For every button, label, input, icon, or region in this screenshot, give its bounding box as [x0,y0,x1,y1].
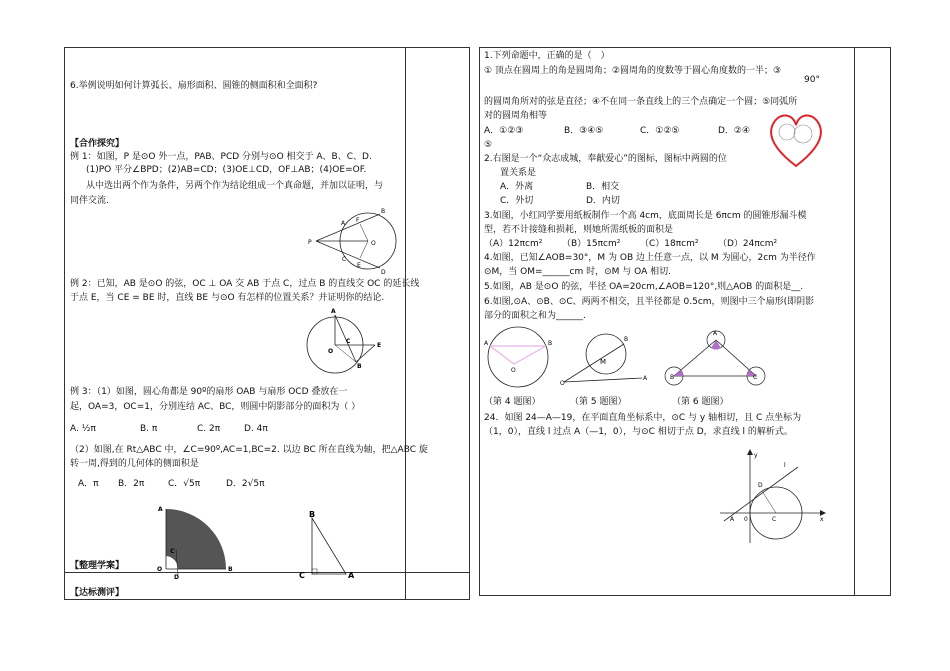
q1-option-c: C．①②⑤ [640,126,680,136]
heart-circle-right [794,125,812,143]
ex3-label-d: D [174,574,179,581]
fig5-ray-oa [564,378,642,382]
ex3-option-c: C. 2π [197,424,221,434]
ex3-right-angle-mark [312,569,317,574]
ex3-line1: 例 3：（1）如图，圆心角都是 90º的扇形 OAB 与扇形 OCD 叠放在一 [70,387,348,397]
summary-rule [64,572,470,573]
ex3-tri-label-b: B [309,510,316,519]
ex3-option-b: B. π [140,424,158,434]
ex2-line1: 例 2：已知，AB 是⊙O 的弦，OC ⊥ OA 交 AB 于点 C，过点 B 的直线交 OC 的延长线 [70,279,420,289]
fig4-label-b: B [548,340,553,347]
ex3-line3: （2）如图,在 Rt△ABC 中，∠C=90º,AC=1,BC=2. 以边 BC 所在直线为轴，把△ABC 旋 [70,445,428,455]
q1-deg: 90° [804,75,820,85]
left-panel [64,47,470,600]
right-divider-line [854,47,855,596]
coop-heading: 【合作探究】 [70,139,125,149]
ex1-label-e: E [357,262,361,269]
q2-option-b: B．相交 [586,182,620,192]
fig6-label-b: B [670,374,675,381]
fig4-line-ob [514,346,546,364]
ex1-label-p: P [308,239,312,246]
ex2-line2: 于点 E，当 CE = BE 时，直线 BE 与⊙O 有怎样的位置关系？并证明你的结论. [70,293,385,303]
q2-line1: 2.右图是一个“众志成城，奉献爱心”的图标，图标中两圆的位 [484,154,727,164]
fig4-line-oa [490,346,514,364]
ex3-option-d: D. 4π [244,424,268,434]
q3-option-d: （D）24πcm² [718,239,778,249]
q3-option-c: （C）18πcm² [640,239,699,249]
caption-fig5: （第 5 题图） [570,397,627,407]
caption-fig4: （第 4 题图） [484,397,541,407]
q24-label-a: A [730,516,735,523]
ex1-line-of [360,224,368,241]
q3-line2: 型，若不计接缝和损耗，则她所需纸板的面积是 [484,225,674,235]
ex3-option-a: A. ½π [70,424,96,434]
q24-label-x: x [820,516,824,523]
ex3-label-b: B [228,566,233,573]
ex2-figure [300,305,395,375]
caption-fig6: （第 6 题图） [672,397,729,407]
ex2-label-a: A [331,308,336,315]
q2-option-a: A．外离 [500,182,534,192]
q2-option-c: C．外切 [500,196,534,206]
ex1-line-oe [360,241,368,258]
q6-line1: 6.如图,⊙A、⊙B、⊙C、两两不相交，且半径都是 0.5cm，则图中三个扇形(即阴影 [484,297,815,307]
q1-option-d: D．②④ [718,126,751,136]
ex1-label-b: B [381,208,386,215]
ex1-line1: 例 1：如图，P 是⊙O 外一点，PAB、PCD 分别与⊙O 相交于 A、B、C、D. [70,152,372,162]
fig5-circle [586,334,629,374]
ex1-line2: (1)PO 平分∠BPD；(2)AB=CD；(3)OE⊥CD，OF⊥AB；(4)OE=OF. [86,165,367,175]
ex3-opt2-b: B．2π [118,479,145,489]
ex3-label-a: A [158,506,163,513]
ex3-tri-label-a: A [348,571,355,580]
q3-line1: 3.如图，小红同学要用纸板制作一个高 4cm，底面周长是 6πcm 的圆锥形漏斗模 [484,211,807,221]
ex3-label-c: C [170,548,175,555]
q1-line2: ① 顶点在圆周上的角是圆周角；②圆周角的度数等于圆心角度数的一半；③ [484,66,782,76]
q24-line-cd [762,491,776,513]
ex1-line4: 同伴交流. [70,196,109,206]
left-q6: 6.举例说明如何计算弧长、扇形面积、圆锥的侧面积和全面积? [70,81,318,91]
q1-option-a: A．①②③ [484,126,524,136]
q24-label-l: l [784,462,786,469]
q3-option-a: （A）12πcm² [484,239,543,249]
summary-heading: 【整理学案】 [70,561,125,571]
q24-label-o: 0 [744,516,748,523]
q6-line2: 部分的面积之和为______. [484,311,586,321]
q4-line1: 4.如图，已知∠AOB=30°，M 为 OB 边上任意一点，以 M 为圆心，2cm 为半径作 [484,253,816,263]
q1-option-e: ⑤ [484,140,493,150]
q1-line4: 对的圆周角相等 [484,111,548,121]
test-heading: 【达标测评】 [70,588,125,598]
fig4-figure [484,324,559,389]
q24-line2: （1，0），直线 l 过点 A（—1，0），与⊙C 相切于点 D，求直线 l 的解析式。 [484,427,793,437]
q4-line2: ⊙M，当 OM=______cm 时，⊙M 与 OA 相切. [484,267,671,277]
ex1-label-d: D [381,269,386,276]
ex1-label-o: O [371,240,376,247]
ex2-label-b: B [357,363,362,370]
ex3-label-o: O [157,566,163,573]
fig5-label-m: M [600,358,607,366]
q24-figure [720,447,830,547]
q1-option-b: B．③④⑤ [564,126,604,136]
ex1-figure [308,205,403,275]
heart-icon [765,108,827,170]
fig6-label-a: A [713,330,718,337]
ex3-opt2-a: A．π [78,479,99,489]
ex1-label-a: A [341,220,346,227]
ex3-triangle [312,518,346,574]
q1-line1: 1.下列命题中，正确的是（ ） [484,51,610,61]
heart-circle-left [779,124,795,140]
ex2-label-e: E [377,342,382,349]
fig6-figure [660,328,765,388]
ex3-tri-label-c: C [299,571,305,580]
heart-outline [771,115,821,166]
q5-text: 5.如图，AB 是⊙O 的弦，半径 OA=20cm,∠AOB=120°,则△AOB 的面积是__. [484,282,804,292]
q24-label-d: D [758,482,763,489]
left-divider-line [405,47,406,600]
fig6-sector-a [711,340,721,350]
q24-line1: 24．如图 24—A—19，在平面直角坐标系中，⊙C 与 y 轴相切，且 C 点坐标为 [484,413,802,423]
q1-line3: 的圆周角所对的弦是直径；④不在同一条直线上的三个点确定一个圆；⑤同弧所 [484,97,798,107]
fig5-label-b: B [624,336,629,343]
q24-label-y: y [754,452,758,459]
ex2-line-ob [335,345,356,362]
ex3-line4: 转一周,得到的几何体的侧面积是 [70,459,199,469]
ex1-line3: 从中选出两个作为条件，另两个作为结论组成一个真命题，并加以证明，与 [86,181,384,191]
ex1-line-pb [316,214,380,241]
fig5-label-a: A [643,375,648,382]
q2-line2: 置关系是 [500,168,537,178]
q24-label-c: C [772,516,777,523]
q24-y-arrow [747,449,753,455]
fig4-label-a: A [484,340,489,347]
ex3-line2: 起，OA=3，OC=1，分别连结 AC、BC，则圆中阴影部分的面积为（ ） [70,402,361,412]
fig6-label-c: C [753,374,758,381]
fig4-circle [488,327,548,387]
ex3-shaded-region [166,509,226,569]
ex2-label-o: O [328,348,334,355]
ex3-sector-figure [154,505,244,580]
q3-option-b: （B）15πcm² [562,239,621,249]
ex2-label-c: C [346,338,351,345]
ex1-label-f: F [356,217,360,224]
ex2-line-be [356,345,375,362]
fig5-ray-ob [564,344,624,382]
q2-option-d: D．内切 [586,196,620,206]
ex3-opt2-c: C．√5π [168,479,201,489]
fig5-figure [560,330,648,387]
ex1-label-c: C [342,256,347,263]
fig5-label-o: O [560,380,565,387]
ex3-opt2-d: D．2√5π [226,479,265,489]
ex3-triangle-figure [296,508,366,580]
fig4-label-o: O [511,367,516,374]
